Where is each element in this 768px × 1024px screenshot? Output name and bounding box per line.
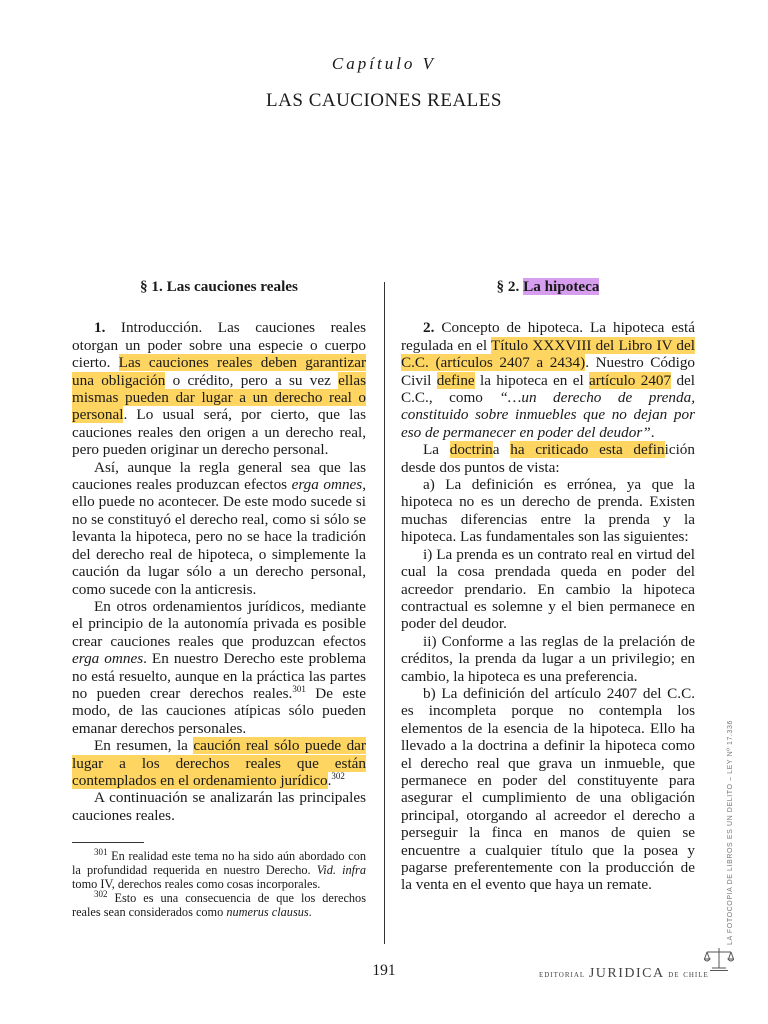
right-column	[401, 278, 695, 894]
footnote-number: 301	[94, 847, 108, 858]
paragraph-number: 2.	[423, 319, 435, 337]
highlight: Título XXXVIII del Libro IV del C.C. (artículos 2407 a 2434)	[401, 336, 695, 372]
italic-term: Vid. infra	[316, 863, 366, 878]
footnote-302	[72, 891, 366, 919]
publisher-suffix: de chile	[664, 969, 709, 980]
text: la hipoteca en el	[474, 371, 590, 389]
paragraph-2-1	[401, 319, 695, 441]
text: .	[650, 423, 655, 441]
paragraph-2-3: a) La definición es errónea, ya que la hipoteca no es un derecho de prenda. Existen muchas diferencias entre la prenda y la hipoteca. Las fundamentales son las siguientes:	[401, 476, 695, 546]
text: ición desde dos puntos de vista:	[401, 441, 695, 476]
footnote-number: 302	[94, 889, 108, 900]
text: a	[492, 441, 511, 459]
column-divider	[384, 282, 385, 944]
paragraph-2-4: i) La prenda es un contrato real en virtud del cual la cosa prendada queda en poder del acreedor prendario. En cambio la hipoteca contractual es solemne y el bien permanece en poder del deudor.	[401, 545, 695, 633]
paragraph-3	[72, 598, 366, 737]
text: .	[327, 771, 332, 789]
highlight: ha criticado esta defin	[510, 441, 665, 459]
chapter-label: Capítulo V	[331, 54, 437, 73]
scales-of-justice-icon	[704, 946, 734, 972]
highlight: define	[436, 371, 475, 389]
page-number: 191	[372, 962, 396, 979]
footnotes	[72, 849, 366, 919]
highlight-purple: La hipoteca	[523, 278, 600, 295]
text: o crédito, pero a su vez	[165, 371, 339, 389]
footnote-ref[interactable]: 301	[292, 683, 306, 694]
paragraph-1	[72, 319, 366, 458]
paragraph-5: A continuación se analizarán las principales cauciones reales.	[72, 789, 366, 824]
paragraph-number: 1.	[94, 319, 106, 337]
highlight: caución real sólo puede dar lugar a los derechos reales que están contemplados en el ordenamiento jurídico	[72, 737, 366, 789]
italic-term: numerus clausus	[226, 905, 309, 920]
left-column	[72, 278, 366, 919]
text: Esto es una consecuencia de que los derechos reales sean considerados como	[72, 891, 366, 920]
text: , ello puede no acontecer. De este modo sucede si no se constituyó el derecho real, como si sólo se levanta la hipoteca, pero no se hace la tradición del derecho real de hipoteca, o simplemente la caución da lugar sólo a un derecho personal, como sucede con la anticresis.	[72, 476, 366, 598]
quoted-definition: “…un derecho de prenda, constituido sobre inmuebles que no dejan por eso de permanecer en poder del deudor”	[401, 389, 695, 441]
paragraph-2	[72, 459, 366, 598]
footnote-ref[interactable]: 302	[331, 770, 345, 781]
text: De este modo, de las cauciones atípicas sólo pueden emanar derechos personales.	[72, 684, 367, 737]
paragraph-4	[72, 737, 366, 789]
publisher-imprint	[539, 966, 709, 982]
text: En resumen, la	[94, 737, 194, 755]
footnote-301	[72, 849, 366, 891]
text: La	[423, 441, 450, 459]
sidebar-notice: LA FOTOCOPIA DE LIBROS ES UN DELITO – LEY Nº 17.336	[727, 720, 734, 945]
text: Así, aunque la regla general sea que las cauciones reales produzcan efectos	[72, 458, 366, 494]
publisher-name: JURIDICA	[588, 966, 665, 981]
text: Concepto de hipoteca. La hipoteca está regulada en el	[401, 319, 695, 354]
footnote-rule	[72, 842, 144, 843]
section-number: § 2.	[496, 278, 524, 295]
highlight: doctrin	[449, 441, 493, 459]
text: En otros ordenamientos jurídicos, mediante el principio de la autonomía privada es posible crear cauciones reales que produzcan efectos	[72, 597, 366, 650]
text: . Nuestro Código Civil	[401, 354, 696, 389]
text: . En nuestro Derecho este problema no está resuelto, aunque en la práctica las partes no pueden crear derechos reales.	[72, 650, 366, 702]
section-2-heading	[401, 278, 695, 295]
publisher-prefix: editorial	[539, 969, 589, 980]
highlight: artículo 2407	[589, 371, 672, 389]
paragraph-2-5: ii) Conforme a las reglas de la prelación de créditos, la prenda da lugar a un privilegio; en cambio, la hipoteca es una preferencia.	[401, 632, 695, 685]
text: En realidad este tema no ha sido aún abordado con la profundidad requerida en nuestro Derecho.	[72, 849, 366, 878]
highlight: ellas mismas pueden dar lugar a un derecho real o personal	[72, 371, 366, 424]
text: Introducción. Las cauciones reales otorgan un poder sobre una especie o cuerpo cierto.	[72, 319, 366, 372]
highlight: Las cauciones reales deben garantizar una obligación	[72, 354, 367, 389]
italic-term: erga omnes	[72, 650, 144, 668]
italic-term: erga omnes	[291, 476, 363, 494]
paragraph-2-2	[401, 441, 695, 476]
text: del C.C., como	[401, 371, 695, 407]
text: . Lo usual será, por cierto, que las cauciones reales den origen a un derecho real, pero pueden originar un derecho personal.	[72, 406, 366, 459]
section-1-heading: § 1. Las cauciones reales	[140, 278, 298, 295]
paragraph-2-6: b) La definición del artículo 2407 del C.C. es incompleta porque no contempla los elementos de la esencia de la hipoteca. Ello ha llevado a la doctrina a definir la hipoteca como el derecho real que grava un inmueble, que permanece en poder del constituyente para asegurar el cumplimiento de una obligación principal, otorgando al acreedor el derecho a perseguir la finca en manos de quien se encuentre a cualquier título que la posea y pagarse preferentemente con la producción de la venta en el evento que haya un remate.	[401, 684, 695, 894]
text: tomo IV, derechos reales como cosas incorporales.	[72, 877, 321, 892]
text: .	[308, 905, 312, 920]
chapter-title: LAS CAUCIONES REALES	[266, 90, 502, 111]
